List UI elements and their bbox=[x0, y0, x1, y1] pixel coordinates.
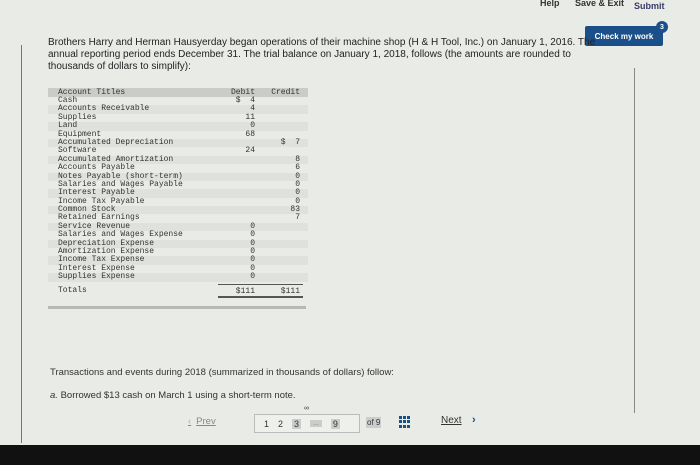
debit-cell: 24 bbox=[245, 146, 255, 156]
account-title-cell: Service Revenue bbox=[58, 221, 131, 231]
check-my-work-button[interactable]: Check my work bbox=[585, 26, 663, 46]
account-title-cell: Retained Earnings bbox=[58, 213, 140, 223]
help-link[interactable]: Help bbox=[540, 0, 560, 8]
credit-cell: 0 bbox=[295, 188, 300, 198]
totals-debit: $111 bbox=[218, 284, 258, 298]
pagination bbox=[0, 413, 700, 433]
credit-cell: 6 bbox=[295, 163, 300, 173]
save-exit-link[interactable]: Save & Exit bbox=[575, 0, 625, 8]
debit-cell: 0 bbox=[250, 255, 255, 265]
account-title-cell: Notes Payable (short-term) bbox=[58, 171, 183, 181]
debit-cell: 0 bbox=[250, 238, 255, 248]
totals-credit: $111 bbox=[258, 284, 303, 298]
table-row bbox=[48, 114, 308, 122]
credit-cell bbox=[258, 105, 303, 113]
account-title-cell: Supplies Expense bbox=[58, 272, 135, 282]
account-title-cell: Interest Payable bbox=[58, 188, 135, 198]
transaction-item-a bbox=[50, 390, 296, 401]
account-title-cell: Salaries and Wages Payable bbox=[58, 179, 183, 189]
table-header bbox=[48, 88, 308, 97]
credit-cell bbox=[258, 273, 303, 281]
account-title-cell: Accumulated Depreciation bbox=[58, 137, 174, 147]
credit-cell bbox=[258, 231, 303, 239]
page-2-button[interactable]: 2 bbox=[278, 418, 284, 429]
header-account-titles: Account Titles bbox=[58, 88, 126, 97]
debit-cell: 11 bbox=[245, 112, 255, 122]
credit-cell bbox=[258, 240, 303, 248]
debit-cell: 0 bbox=[250, 272, 255, 282]
account-title-cell: Interest Expense bbox=[58, 263, 135, 273]
top-bar bbox=[0, 0, 700, 14]
credit-cell bbox=[258, 265, 303, 273]
next-button[interactable]: Next bbox=[441, 415, 462, 426]
debit-cell: 4 bbox=[250, 104, 255, 114]
link-icon: ∞ bbox=[304, 405, 309, 412]
debit-cell bbox=[218, 189, 258, 197]
account-title-cell: Salaries and Wages Expense bbox=[58, 230, 183, 240]
account-title-cell: Supplies bbox=[58, 112, 97, 122]
credit-cell bbox=[258, 256, 303, 264]
page-9-button[interactable]: 9 bbox=[332, 418, 338, 429]
item-letter: a. bbox=[50, 390, 58, 401]
screen-bezel bbox=[0, 445, 700, 465]
debit-cell bbox=[218, 173, 258, 181]
transactions-heading: Transactions and events during 2018 (summarized in thousands of dollars) follow: bbox=[50, 367, 394, 378]
header-credit: Credit bbox=[271, 88, 300, 97]
account-title-cell: Income Tax Payable bbox=[58, 196, 145, 206]
debit-cell bbox=[218, 206, 258, 214]
page-selector bbox=[254, 414, 360, 433]
debit-cell: 0 bbox=[250, 247, 255, 257]
account-title-cell: Accounts Payable bbox=[58, 163, 135, 173]
credit-cell: 0 bbox=[295, 196, 300, 206]
content-right-border bbox=[634, 68, 635, 413]
account-title-cell: Common Stock bbox=[58, 205, 116, 215]
account-title-cell: Accumulated Amortization bbox=[58, 154, 174, 164]
credit-cell: 0 bbox=[295, 179, 300, 189]
credit-cell bbox=[258, 97, 303, 105]
prev-label: Prev bbox=[196, 416, 216, 427]
credit-cell bbox=[258, 122, 303, 130]
account-title-cell: Land bbox=[58, 121, 78, 131]
debit-cell: 0 bbox=[250, 230, 255, 240]
account-title-cell: Accounts Receivable bbox=[58, 104, 150, 114]
account-title-cell: Amortization Expense bbox=[58, 247, 155, 257]
credit-cell bbox=[258, 223, 303, 231]
attempts-badge: 3 bbox=[656, 21, 668, 33]
debit-cell bbox=[218, 181, 258, 189]
account-title-cell: Software bbox=[58, 146, 97, 156]
credit-cell bbox=[258, 114, 303, 122]
account-title-cell: Equipment bbox=[58, 129, 102, 139]
prev-button[interactable] bbox=[188, 416, 216, 427]
debit-cell bbox=[218, 156, 258, 164]
debit-cell: 0 bbox=[250, 121, 255, 131]
table-row bbox=[48, 273, 308, 281]
debit-cell: $ 4 bbox=[235, 96, 255, 105]
submit-link[interactable]: Submit bbox=[634, 1, 665, 11]
content-left-border bbox=[21, 45, 22, 443]
credit-cell: 8 bbox=[295, 154, 300, 164]
credit-cell bbox=[258, 248, 303, 256]
totals-label: Totals bbox=[58, 285, 87, 295]
page-3-button[interactable]: 3 bbox=[294, 418, 300, 429]
debit-cell: 0 bbox=[250, 221, 255, 231]
credit-cell: 7 bbox=[295, 213, 300, 223]
debit-cell bbox=[218, 198, 258, 206]
page-1-button[interactable]: 1 bbox=[264, 418, 270, 429]
debit-cell: 68 bbox=[245, 129, 255, 139]
table-footer-bar bbox=[48, 306, 306, 309]
totals-row bbox=[48, 284, 308, 298]
chevron-left-icon: ‹ bbox=[188, 416, 192, 427]
debit-cell bbox=[218, 164, 258, 172]
item-text: Borrowed $13 cash on March 1 using a short-term note. bbox=[60, 390, 296, 401]
grid-view-icon[interactable] bbox=[399, 416, 411, 428]
account-title-cell: Income Tax Expense bbox=[58, 255, 145, 265]
credit-cell: 83 bbox=[290, 205, 300, 215]
problem-intro: Brothers Harry and Herman Hausyerday began operations of their machine shop (H & H Tool, Inc.) on January 1, 2016. The annual reporting period ends December 31. The trial balance on January 1, 2018, follows (the amounts are rounded to thousands of dollars to simplify): bbox=[48, 37, 596, 72]
header-debit: Debit bbox=[230, 88, 255, 97]
page-ellipsis-button[interactable]: ... bbox=[310, 420, 322, 427]
debit-cell: 0 bbox=[250, 263, 255, 273]
account-title-cell: Depreciation Expense bbox=[58, 238, 155, 248]
chevron-right-icon[interactable]: › bbox=[472, 414, 476, 426]
page-count: of 9 bbox=[367, 418, 381, 427]
credit-cell: $ 7 bbox=[280, 137, 300, 147]
trial-balance-table bbox=[48, 88, 308, 309]
credit-cell: 0 bbox=[295, 171, 300, 181]
account-title-cell: Cash bbox=[58, 96, 78, 105]
